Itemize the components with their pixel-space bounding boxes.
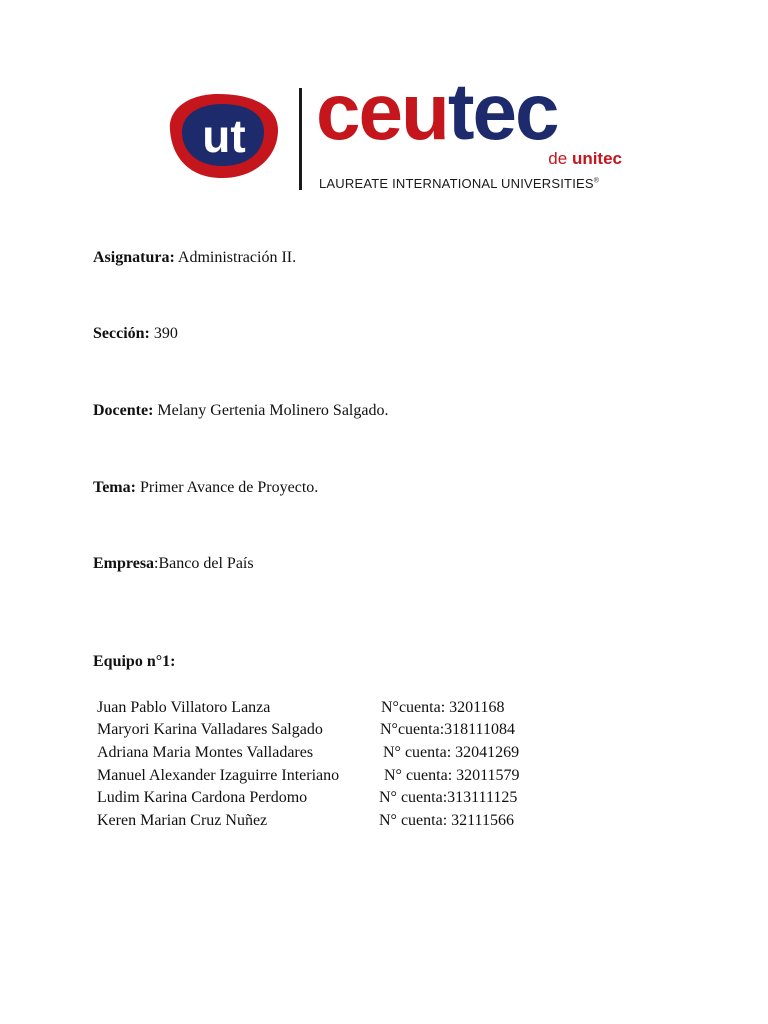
logo-wordmark (316, 67, 558, 156)
member-account: N° cuenta: 32041269 (383, 744, 520, 761)
tema-label: Tema: (93, 479, 136, 496)
ceutec-logo (160, 67, 630, 194)
field-tema (93, 478, 318, 498)
logo-tagline (319, 176, 599, 191)
team-member-row (97, 765, 577, 787)
team-member-row (97, 719, 577, 741)
member-name: Juan Pablo Villatoro Lanza (97, 699, 271, 716)
member-account: N°cuenta: 3201168 (381, 699, 505, 716)
seccion-value: 390 (149, 325, 178, 342)
member-account: N° cuenta:313111125 (379, 789, 518, 806)
logo-tagline-text: LAUREATE INTERNATIONAL UNIVERSITIES (319, 176, 594, 191)
team-member-row (97, 742, 577, 764)
member-account: N° cuenta: 32111566 (379, 812, 514, 829)
docente-value: Melany Gertenia Molinero Salgado. (153, 402, 389, 419)
field-empresa (93, 554, 254, 574)
ut-logo-text: ut (202, 110, 246, 162)
team-title: Equipo n°1: (93, 653, 176, 670)
ut-logo-mark-icon (160, 90, 282, 182)
member-name: Ludim Karina Cardona Perdomo (97, 789, 308, 806)
logo-subtitle (548, 149, 622, 169)
member-name: Maryori Karina Valladares Salgado (97, 721, 323, 738)
empresa-label: Empresa (93, 555, 155, 572)
team-member-row (97, 697, 577, 719)
team-member-row (97, 787, 577, 809)
tema-value: Primer Avance de Proyecto. (135, 479, 319, 496)
logo-sub-brand: unitec (571, 149, 622, 168)
team-member-row (97, 810, 577, 832)
logo-tagline-mark: ® (593, 177, 600, 185)
field-asignatura (93, 248, 296, 268)
empresa-value: :Banco del País (154, 555, 254, 572)
logo-word-ceu: ceu (316, 67, 448, 156)
member-name: Manuel Alexander Izaguirre Interiano (97, 767, 340, 784)
asignatura-value: Administración II. (174, 249, 297, 266)
logo-word-tec: tec (447, 67, 558, 156)
member-name: Keren Marian Cruz Nuñez (97, 812, 268, 829)
logo-sub-prefix: de (548, 149, 572, 168)
field-seccion (93, 324, 178, 344)
member-account: N° cuenta: 32011579 (384, 767, 520, 784)
logo-divider (299, 88, 302, 190)
member-name: Adriana Maria Montes Valladares (97, 744, 314, 761)
asignatura-label: Asignatura: (93, 249, 175, 266)
field-docente (93, 401, 388, 421)
seccion-label: Sección: (93, 325, 150, 342)
member-account: N°cuenta:318111084 (380, 721, 515, 738)
docente-label: Docente: (93, 402, 154, 419)
